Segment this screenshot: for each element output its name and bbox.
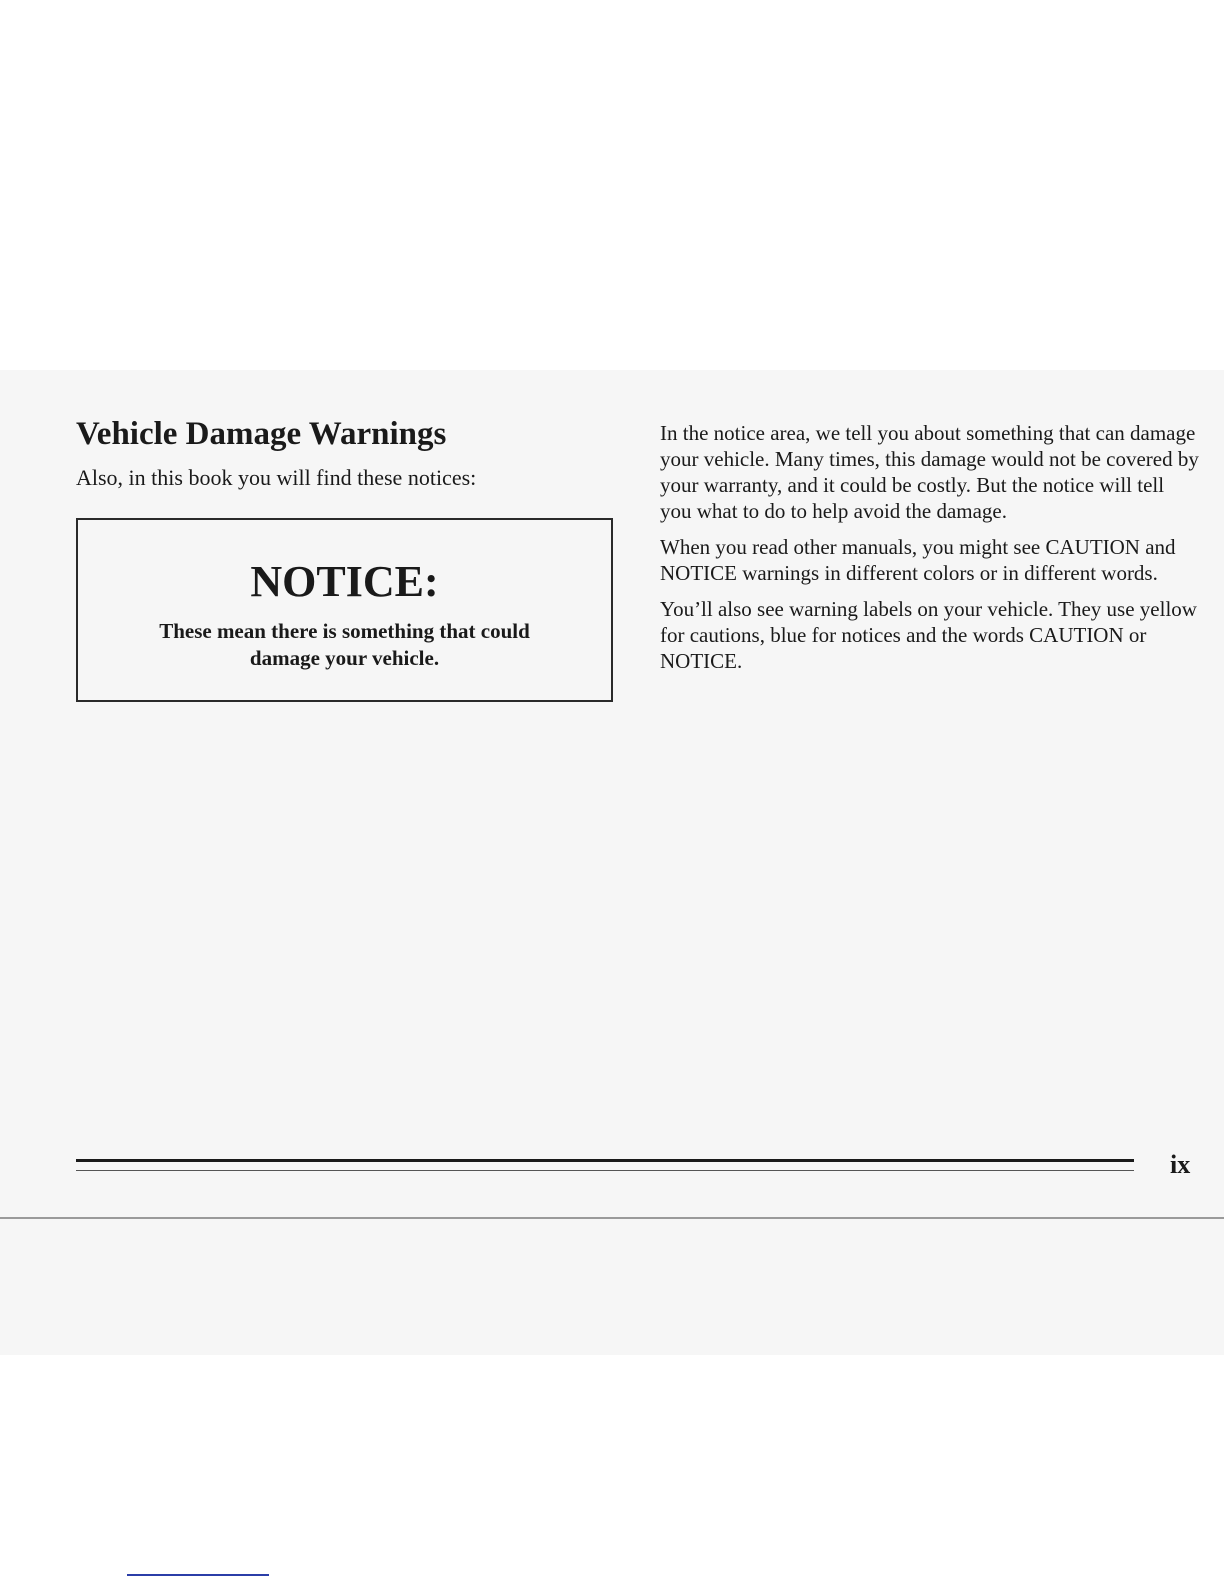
section-intro: Also, in this book you will find these notices: xyxy=(76,465,477,490)
footer-rule-thick xyxy=(76,1159,1134,1162)
footer-rule-thin xyxy=(76,1170,1134,1171)
section-title: Vehicle Damage Warnings xyxy=(76,416,447,452)
paragraph-warning-labels: You’ll also see warning labels on your vehicle. They use yellow for cautions, blue for notices and the words CAUTION or NOTICE. xyxy=(660,597,1197,673)
notice-box xyxy=(76,518,613,702)
paragraph-notice-area: In the notice area, we tell you about something that can damage your vehicle. Many times, this damage would not be covered by your warranty, and it could be costly. But the notice will tell you what to do to help avoid the damage. xyxy=(660,421,1199,523)
right-column xyxy=(660,420,1200,684)
notice-heading: NOTICE: xyxy=(250,557,439,606)
scan-edge-divider xyxy=(0,1217,1224,1219)
page-number: ix xyxy=(1170,1150,1191,1179)
paragraph-other-manuals: When you read other manuals, you might see CAUTION and NOTICE warnings in different colors or in different words. xyxy=(660,535,1176,585)
notice-text: These mean there is something that could damage your vehicle. xyxy=(159,619,530,670)
link-underline[interactable] xyxy=(127,1574,269,1576)
